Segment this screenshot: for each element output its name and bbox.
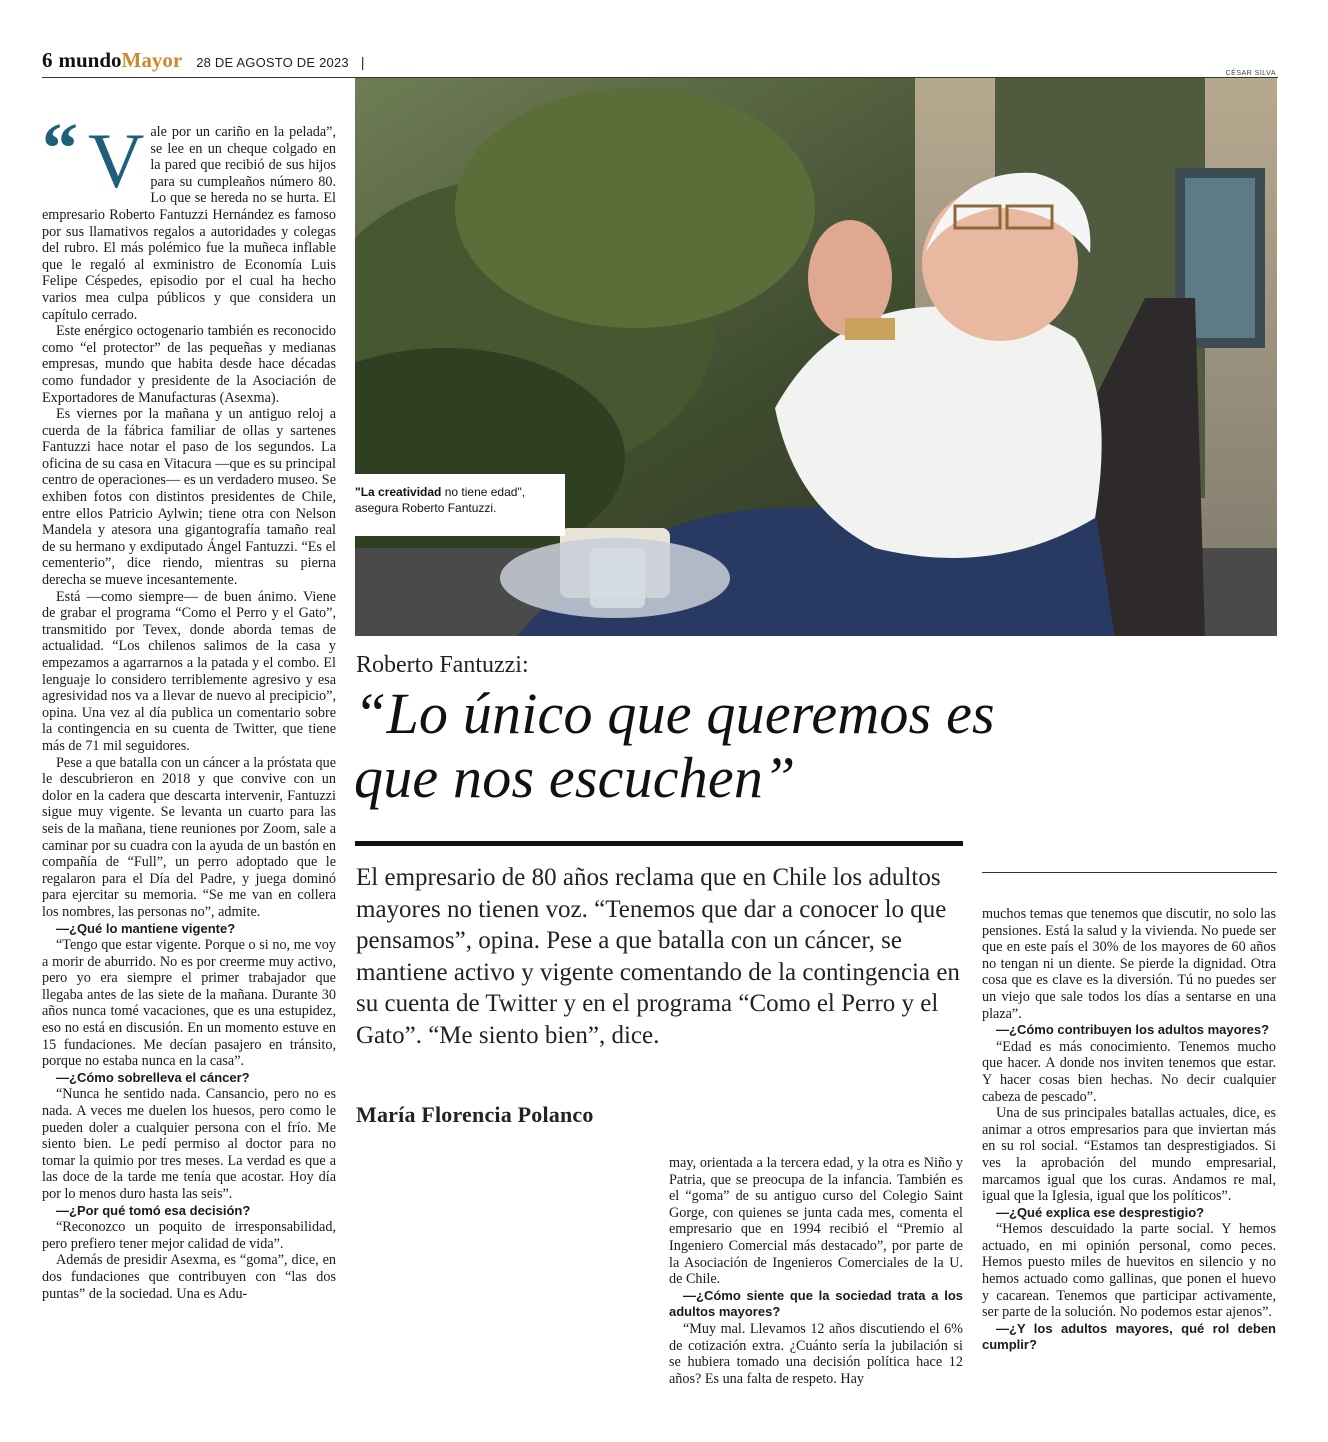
paragraph: Está —como siempre— de buen ánimo. Viene de grabar el programa “Como el Perro y el Gato”, transmitido por Tevex, donde aborda temas de actualidad. “Los chilenos salimos de la casa y empezamos a agarrarnos a la patada y el combo. El lenguaje lo considero terriblemente agresivo y esa agresividad nos va a llevar de nuevo al precipicio”, opina. Una vez al día publica un comentario sobre la contingencia en su cuenta de Twitter, que tiene más de 71 mil seguidores. xyxy=(42,588,336,754)
interview-answer: “Tengo que estar vigente. Porque o si no, me voy a morir de aburrido. No es por creerme muy activo, pero yo era siempre el primer trabajador que llegaba antes de las siete de la mañana. Durante 30 años nunca tomé vacaciones, que es una estupidez, eso no está en discusión. En un momento estuve en 15 fundaciones. Me decían pasajero en tránsito, porque no estaba nunca en la casa”. xyxy=(42,937,336,1070)
page-header xyxy=(42,48,364,72)
interview-question: —¿Cómo contribuyen los adultos mayores? xyxy=(996,1022,1270,1038)
photo-credit: CÉSAR SILVA xyxy=(1225,70,1276,77)
headline: “Lo único que queremos es que nos escuchen” xyxy=(354,681,995,810)
article-column-4 xyxy=(982,906,1276,1354)
section-brand-mundo: mundo xyxy=(58,48,122,72)
opening-quote-mark: “ xyxy=(42,108,78,188)
interview-question: —¿Qué lo mantiene vigente? xyxy=(56,920,236,936)
deck: El empresario de 80 años reclama que en Chile los adultos mayores no tienen voz. “Tenemos que dar a conocer lo que pensamos”, opina. Pese a que batalla con un cáncer, se mantiene activo y vigente comentando de la contingencia en su cuenta de Twitter y en el programa “Como el Perro y el Gato”. “Me siento bien”, dice. xyxy=(356,864,960,1049)
page-number: 6 xyxy=(42,48,53,72)
interview-answer: “Edad es más conocimiento. Tenemos mucho que hacer. A donde nos inviten tenemos que estar. Y hacer cosas bien hechas. No decir cualquier cabeza de pescado”. xyxy=(982,1038,1276,1105)
paragraph: Una de sus principales batallas actuales, dice, es animar a otros empresarios para que inviertan más en su rol social. “Estamos tan desprestigiados. Si ves la aprobación del mundo empresarial, marcamos igual que los curas. Andamos re mal, igual que la Iglesia, igual que los políticos”. xyxy=(982,1105,1276,1205)
main-photo xyxy=(355,78,1277,636)
article-column-3 xyxy=(669,1155,963,1387)
caption-bold: "La creatividad xyxy=(355,485,442,499)
issue-date: 28 DE AGOSTO DE 2023 xyxy=(196,55,349,70)
headline-rule xyxy=(355,841,963,846)
article-column-1 xyxy=(42,108,336,1302)
paragraph: muchos temas que tenemos que discutir, no solo las pensiones. Está la salud y la vivienda. No puede ser que en este país el 30% de los mayores de 60 años no tengan ni un diente. Se pierde la dignidad. Otra cosa que es clave es la diversión. Tú no puedes ser un viejo que sale todos los días a sentarse en una plaza”. xyxy=(982,906,1276,1022)
caption-rest: no tiene edad", xyxy=(441,485,526,499)
interview-answer: “Muy mal. Llevamos 12 años discutiendo el 6% de cotización extra. ¿Cuánto sería la jubilación si se hubiera tomado una decisión política hace 12 años? Es una falta de respeto. Hay xyxy=(669,1320,963,1387)
interview-answer: “Reconozco un poquito de irresponsabilidad, pero prefiero tener mejor calidad de vida”. xyxy=(42,1219,336,1252)
interview-answer: “Nunca he sentido nada. Cansancio, pero no es nada. A veces me duelen los huesos, pero como le pueden doler a cualquier persona con el frío. Me siento bien. Le pedí permiso al doctor para no tomar la quimio por tres meses. La verdad es que a las doce de la tarde me tenía que acostar. Hoy día por lo menos duro hasta las seis”. xyxy=(42,1086,336,1202)
interview-question: —¿Cómo siente que la sociedad trata a los adultos mayores? xyxy=(669,1287,963,1320)
paragraph: Además de presidir Asexma, es “goma”, dice, en dos fundaciones que contribuyen con “las dos puntas” de la sociedad. Una es Adu- xyxy=(42,1252,336,1302)
headline-kicker: Roberto Fantuzzi: xyxy=(356,652,529,678)
paragraph: may, orientada a la tercera edad, y la otra es Niño y Patria, que se preocupa de la infancia. También es el “goma” de su antiguo curso del Colegio Saint Gorge, con quienes se junta cada mes, comenta el empresario que en 1994 recibió el “Premio al Ingeniero Comercial más destacado”, por parte de la Asociación de Ingenieros Comerciales de la U. de Chile. xyxy=(669,1155,963,1288)
caption-text xyxy=(355,484,565,516)
paragraph: Pese a que batalla con un cáncer a la próstata que le descubrieron en 2018 y que convive con un dolor en la cadera que descarta intervenir, Fantuzzi sigue muy vigente. Se levanta un cuarto para las seis de la mañana, tiene reuniones por Zoom, sale a caminar por su cuadra con la ayuda de un bastón en compañía de “Full”, un perro adoptado que le regalaron para el Día del Padre, y juega dominó para ejercitar su memoria. “Se me van en collera los nombres, las personas no”, admite. xyxy=(42,754,336,920)
drop-cap: V xyxy=(88,117,145,204)
interview-question: —¿Por qué tomó esa decisión? xyxy=(56,1202,251,1218)
header-separator: | xyxy=(360,54,365,70)
photo-illustration xyxy=(355,78,1277,636)
photo-caption xyxy=(355,474,565,536)
interview-answer: “Hemos descuidado la parte social. Y hemos actuado, en mi opinión personal, como peces. Hemos puesto miles de huevitos en silencio y no hemos actuado como gallinas, que ponen el huevo y cacarean. Tenemos que participar activamente, ser parte de la solución. No podemos estar ajenos”. xyxy=(982,1221,1276,1321)
interview-question: —¿Qué explica ese desprestigio? xyxy=(996,1204,1205,1220)
section-brand-mayor: Mayor xyxy=(121,48,183,72)
paragraph: Este enérgico octogenario también es reconocido como “el protector” de las pequeñas y medianas empresas, mundo que habita desde hace décadas como fundador y presidente de la Asociación de Exportadores de Manufacturas (Asexma). xyxy=(42,323,336,406)
lead-paragraph xyxy=(42,108,336,323)
interview-question: —¿Y los adultos mayores, qué rol deben cumplir? xyxy=(982,1320,1276,1353)
caption-line2: asegura Roberto Fantuzzi. xyxy=(355,501,497,515)
paragraph: Es viernes por la mañana y un antiguo reloj a cuerda de la fábrica familiar de ollas y sartenes Fantuzzi hace notar el paso de los segundos. La oficina de su casa en Vitacura —que es su principal centro de operaciones— es un verdadero museo. Se exhiben fotos con distintos presidentes de Chile, entre ellos Patricio Aylwin; tiene otra con Nelson Mandela y atesora una gigantografía tamaño real de su hermano y exdiputado Ángel Fantuzzi. “Es el cementerio”, dice riendo, mientras su pierna derecha se mueve incesantemente. xyxy=(42,406,336,589)
lead-text: ale por un cariño en la pelada”, se lee en un cheque colgado en la pared que recibió de sus hijos para su cumpleaños número 80. Lo que se hereda no se hurta. El empresario Roberto Fantuzzi Hernández es famoso por sus llamativos regalos a autoridades y colegas del rubro. El más polémico fue la muñeca inflable que le regaló al exministro de Economía Luis Felipe Céspedes, episodio por el cual ha hecho varios mea culpa públicos y que considera un capítulo cerrado. xyxy=(42,124,336,323)
column-top-rule xyxy=(982,872,1277,873)
interview-question: —¿Cómo sobrelleva el cáncer? xyxy=(56,1069,250,1085)
byline: María Florencia Polanco xyxy=(356,1102,594,1127)
